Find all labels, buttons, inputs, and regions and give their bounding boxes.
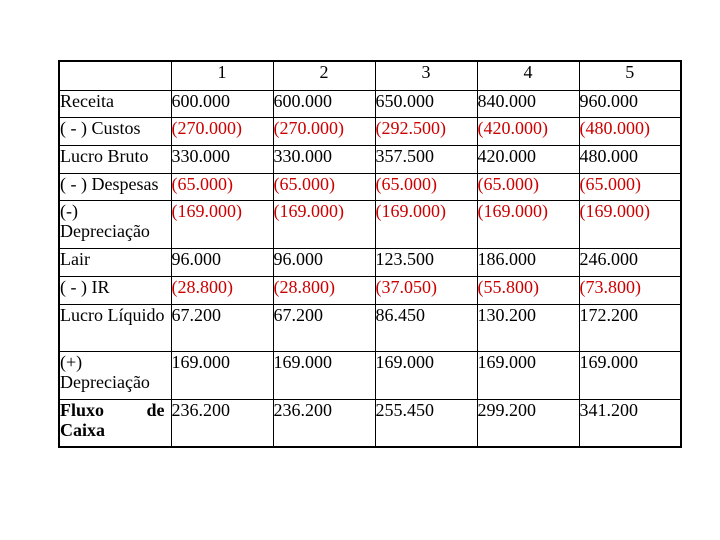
table-row-ir (59, 277, 681, 305)
header-cell-year-4: 4 (477, 61, 579, 91)
table-cell: (292.500) (375, 118, 477, 146)
table-cell: (28.800) (273, 277, 375, 305)
row-label-depreciacao-minus: (-) Depreciação (59, 201, 171, 249)
table-row-depreciacao-plus (59, 352, 681, 400)
table-cell: 186.000 (477, 249, 579, 277)
table-cell: (73.800) (579, 277, 681, 305)
table-cell: 169.000 (579, 352, 681, 400)
label-word-de: de (146, 400, 165, 420)
table-cell: 480.000 (579, 146, 681, 174)
table-cell: (169.000) (579, 201, 681, 249)
header-cell-empty (59, 61, 171, 91)
table-cell: 246.000 (579, 249, 681, 277)
table-cell: 299.200 (477, 400, 579, 448)
table-cell: (169.000) (273, 201, 375, 249)
header-cell-year-1: 1 (171, 61, 273, 91)
table-cell: 169.000 (375, 352, 477, 400)
table-cell: 600.000 (171, 91, 273, 118)
table-cell: 67.200 (273, 305, 375, 352)
row-label-custos: ( - ) Custos (59, 118, 171, 146)
table-row-despesas (59, 174, 681, 201)
table-row-lair (59, 249, 681, 277)
table-row-receita (59, 91, 681, 118)
table-cell: 236.200 (273, 400, 375, 448)
table-cell: 357.500 (375, 146, 477, 174)
label-word-caixa: Caixa (60, 420, 105, 440)
table-cell: (169.000) (171, 201, 273, 249)
row-label-receita: Receita (59, 91, 171, 118)
cash-flow-table (58, 60, 682, 448)
table-cell: 341.200 (579, 400, 681, 448)
row-label-fluxo-de-caixa (59, 400, 171, 448)
table-cell: (169.000) (375, 201, 477, 249)
row-label-depreciacao-plus: (+) Depreciação (59, 352, 171, 400)
header-cell-year-5: 5 (579, 61, 681, 91)
table-cell: (28.800) (171, 277, 273, 305)
table-cell: 169.000 (171, 352, 273, 400)
header-cell-year-3: 3 (375, 61, 477, 91)
label-word-fluxo: Fluxo (60, 400, 105, 420)
table-cell: 172.200 (579, 305, 681, 352)
table-cell: (65.000) (171, 174, 273, 201)
table-cell: (270.000) (273, 118, 375, 146)
row-label-lair: Lair (59, 249, 171, 277)
table-cell: 650.000 (375, 91, 477, 118)
label-line-1 (60, 400, 171, 420)
table-cell: 96.000 (171, 249, 273, 277)
table-cell: 255.450 (375, 400, 477, 448)
table-cell: 840.000 (477, 91, 579, 118)
table-cell: (37.050) (375, 277, 477, 305)
table-cell: 67.200 (171, 305, 273, 352)
table-row-custos (59, 118, 681, 146)
table-row-lucro-liquido (59, 305, 681, 352)
table-cell: (420.000) (477, 118, 579, 146)
table-cell: 420.000 (477, 146, 579, 174)
table-cell: 123.500 (375, 249, 477, 277)
table-row-depreciacao-minus (59, 201, 681, 249)
table-cell: (65.000) (273, 174, 375, 201)
table-cell: 130.200 (477, 305, 579, 352)
table-cell: (480.000) (579, 118, 681, 146)
row-label-ir: ( - ) IR (59, 277, 171, 305)
row-label-lucro-bruto: Lucro Bruto (59, 146, 171, 174)
table-cell: (169.000) (477, 201, 579, 249)
table-row-lucro-bruto (59, 146, 681, 174)
row-label-despesas: ( - ) Despesas (59, 174, 171, 201)
table-cell: (55.800) (477, 277, 579, 305)
table-cell: 96.000 (273, 249, 375, 277)
table-cell: (65.000) (477, 174, 579, 201)
table-cell: 600.000 (273, 91, 375, 118)
table-cell: 960.000 (579, 91, 681, 118)
table-cell: 169.000 (273, 352, 375, 400)
table-cell: 330.000 (171, 146, 273, 174)
table-cell: (65.000) (579, 174, 681, 201)
table-cell: 86.450 (375, 305, 477, 352)
header-row (59, 61, 681, 91)
table-cell: (270.000) (171, 118, 273, 146)
table-cell: 236.200 (171, 400, 273, 448)
header-cell-year-2: 2 (273, 61, 375, 91)
table-row-fluxo-de-caixa (59, 400, 681, 448)
table-cell: 169.000 (477, 352, 579, 400)
table-cell: 330.000 (273, 146, 375, 174)
table-cell: (65.000) (375, 174, 477, 201)
row-label-lucro-liquido: Lucro Líquido (59, 305, 171, 352)
